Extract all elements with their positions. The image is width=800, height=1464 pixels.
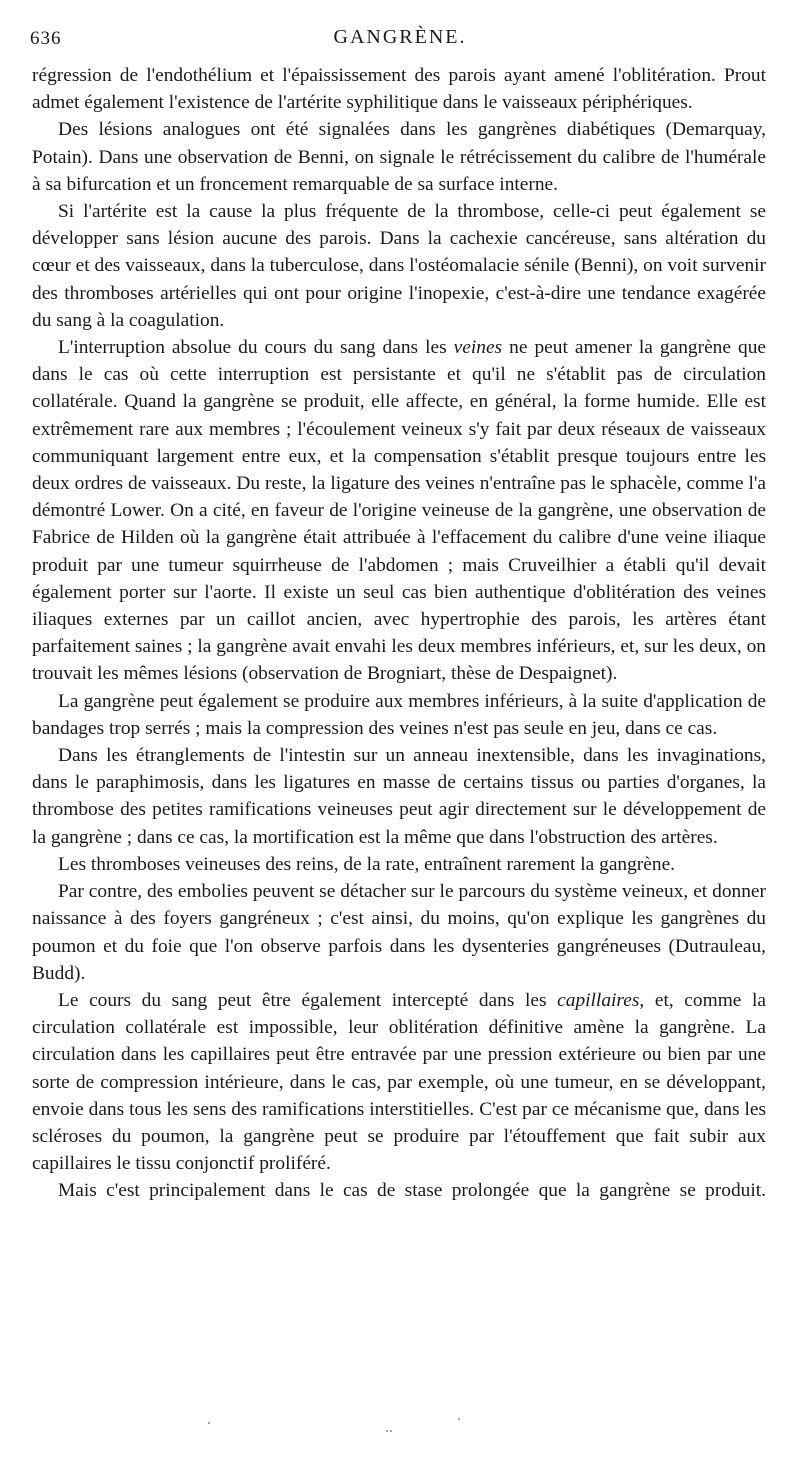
- paragraph-5: La gangrène peut également se produire aux membres inférieurs, à la suite d'application de bandages trop serrés ; mais la compression des veines n'est pas seule en jeu, dans ce cas.: [32, 690, 766, 739]
- page-number: 636: [30, 28, 62, 49]
- scan-speck: [390, 1430, 392, 1432]
- body-text: [32, 62, 766, 1205]
- scan-speck: [386, 1430, 388, 1432]
- paragraph-9: [32, 987, 766, 1177]
- paragraph-4-after: ne peut amener la gangrène que dans le cas où cette interruption est persistante et qu'il ne s'établit pas de circulation collatérale. Quand la gangrène se produit, elle affecte, en général, la forme humide. Elle est extrêmement rare aux membres ; l'écoulement veineux s'y fait par deux réseaux de vaisseaux communiquant largement entre eux, et la compensation s'établit presque toujours entre les deux ordres de vaisseaux. Du reste, la ligature des veines n'entraîne pas le sphacèle, comme l'a démontré Lower. On a cité, en faveur de l'origine veineuse de la gangrène, une observation de Fabrice de Hilden où la gangrène était attribuée à l'effacement du calibre d'une veine iliaque produit par une tumeur squirrheuse de l'abdomen ; mais Cruveilhier a établi qu'il devait également porter sur l'aorte. Il existe un seul cas bien authentique d'oblitération des veines iliaques externes par un caillot ancien, avec hypertrophie des parois, les artères étant parfaitement saines ; la gangrène avait envahi les deux membres inférieurs, et, sur les deux, on trouvait les mêmes lésions (observation de Brogniart, thèse de Despaignet).: [32, 337, 766, 685]
- paragraph-9-before: Le cours du sang peut être également intercepté dans les: [58, 989, 558, 1011]
- paragraph-3: Si l'artérite est la cause la plus fréquente de la thrombose, celle-ci peut également se développer sans lésion aucune des parois. Dans la cachexie cancéreuse, sans altération du cœur et des vaisseaux, dans la tuberculose, dans l'ostéomalacie sénile (Benni), on voit survenir des thromboses artérielles qui ont pour origine l'inopexie, c'est-à-dire une tendance exagérée du sang à la coagulation.: [32, 201, 766, 331]
- paragraph-8: Par contre, des embolies peuvent se détacher sur le parcours du système veineux, et donner naissance à des foyers gangréneux ; c'est ainsi, du moins, qu'on explique les gangrènes du poumon et du foie que l'on observe parfois dans les dysenteries gangréneuses (Dutrauleau, Budd).: [32, 881, 766, 984]
- running-title: GANGRÈNE.: [333, 26, 467, 48]
- paragraph-4: [32, 334, 766, 688]
- scan-specks: [0, 1418, 800, 1438]
- paragraph-10: Mais c'est principalement dans le cas de stase prolongée que la gangrène se produit.: [58, 1180, 766, 1202]
- paragraph-6: Dans les étranglements de l'intestin sur un anneau inextensible, dans les invaginations, dans le paraphimosis, dans les ligatures en masse de certains tissus ou parties d'organes, la thrombose des petites ramifications veineuses peut agir directement sur le développement de la gangrène ; dans ce cas, la mortification est la même que dans l'obstruction des artères.: [32, 745, 766, 848]
- paragraph-4-before: L'interruption absolue du cours du sang dans les: [58, 337, 454, 359]
- page-header: [30, 26, 770, 54]
- scan-speck: [208, 1422, 210, 1424]
- emphasis-capillaires: capillaires: [557, 989, 640, 1011]
- paragraph-1: régression de l'endothélium et l'épaississement des parois ayant amené l'oblitération. Prout admet également l'existence de l'artérite syphilitique dans le vaisseaux périphériques.: [32, 65, 766, 114]
- scan-speck: [458, 1418, 460, 1420]
- paragraph-9-after: , et, comme la circulation collatérale est impossible, leur oblitération définitive amène la gangrène. La circulation dans les capillaires peut être entravée par une pression extérieure ou bien par une sorte de compression intérieure, dans le cas, par exemple, où une tumeur, en se développant, envoie dans tous les sens des ramifications interstitielles. C'est par ce mécanisme que, dans les scléroses du poumon, la gangrène peut se produire par l'étouffement que fait subir aux capillaires le tissu conjonctif proliféré.: [32, 989, 766, 1175]
- paragraph-2: Des lésions analogues ont été signalées dans les gangrènes diabétiques (Demarquay, Potain). Dans une observation de Benni, on signale le rétrécissement du calibre de l'humérale à sa bifurcation et un froncement remarquable de sa surface interne.: [32, 119, 766, 195]
- emphasis-veines: veines: [453, 337, 503, 359]
- paragraph-7: Les thromboses veineuses des reins, de la rate, entraînent rarement la gangrène.: [58, 853, 676, 875]
